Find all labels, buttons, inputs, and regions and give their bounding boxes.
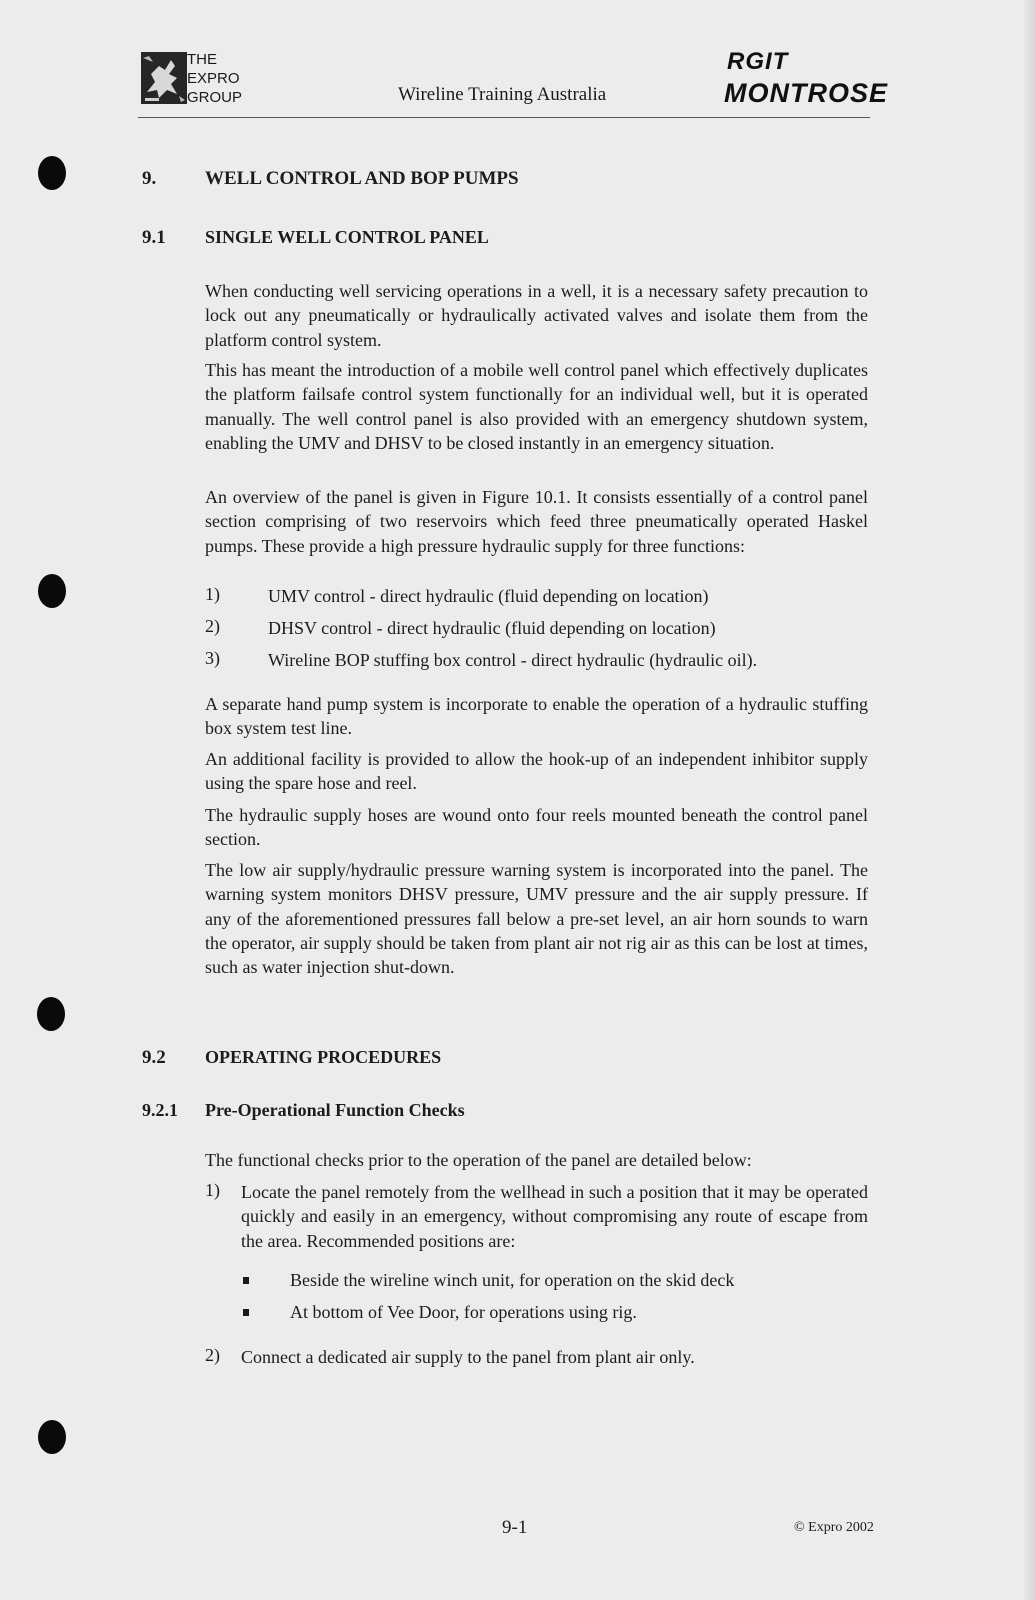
- subsection-number: 9.2: [142, 1047, 166, 1068]
- step-text: Connect a dedicated air supply to the panel from plant air only.: [241, 1347, 695, 1367]
- logo-line-the: THE: [187, 51, 217, 68]
- subsection-title: SINGLE WELL CONTROL PANEL: [205, 227, 489, 247]
- step-number: 2): [205, 1345, 220, 1365]
- logo-line-group: GROUP: [187, 89, 243, 106]
- bullet-icon: [243, 1309, 249, 1316]
- list-number: 2): [205, 616, 220, 636]
- step-text: Locate the panel remotely from the wellhead in such a position that it may be operated quickly and easily in an emergency, without compromising any route of escape from the area. Recommended positions are:: [241, 1182, 868, 1251]
- section-title: WELL CONTROL AND BOP PUMPS: [205, 168, 519, 189]
- bullet-item: Beside the wireline winch unit, for operation on the skid deck: [290, 1270, 735, 1290]
- brand-montrose: MONTROSE: [724, 78, 889, 108]
- binder-hole: [38, 156, 66, 190]
- scan-edge: [1023, 0, 1035, 1600]
- subsubsection-number: 9.2.1: [142, 1100, 178, 1120]
- list-number: 1): [205, 584, 220, 604]
- logo-line-expro: EXPRO: [187, 70, 240, 87]
- step-number: 1): [205, 1180, 220, 1200]
- list-item: UMV control - direct hydraulic (fluid depending on location): [268, 586, 709, 606]
- bullet-item: At bottom of Vee Door, for operations using rig.: [290, 1302, 637, 1322]
- expro-group-label: [187, 50, 242, 107]
- paragraph: An overview of the panel is given in Figure 10.1. It consists essentially of a control panel section comprising of two reservoirs which feed three pneumatically operated Haskel pumps. These provide a high pressure hydraulic supply for three functions:: [205, 487, 868, 556]
- paragraph: This has meant the introduction of a mobile well control panel which effectively duplicates the platform failsafe control system functionally for an individual well, but it is operated manually. The well control panel is also provided with an emergency shutdown system, enabling the UMV and DHSV to be closed instantly in an emergency situation.: [205, 360, 868, 453]
- section-number: 9.: [142, 168, 157, 189]
- page-number: 9-1: [502, 1517, 528, 1538]
- copyright-notice: © Expro 2002: [794, 1520, 874, 1535]
- binder-hole: [38, 1420, 66, 1454]
- subsection-number: 9.1: [142, 227, 166, 248]
- paragraph: An additional facility is provided to allow the hook-up of an independent inhibitor supply using the spare hose and reel.: [205, 749, 868, 794]
- subsubsection-title: Pre-Operational Function Checks: [205, 1100, 465, 1120]
- brand-rgit: RGIT: [727, 48, 789, 75]
- list-item: DHSV control - direct hydraulic (fluid depending on location): [268, 618, 716, 638]
- bullet-icon: [243, 1277, 249, 1284]
- paragraph: The functional checks prior to the operation of the panel are detailed below:: [205, 1150, 752, 1170]
- binder-hole: [37, 997, 65, 1031]
- list-item: Wireline BOP stuffing box control - direct hydraulic (hydraulic oil).: [268, 650, 758, 670]
- paragraph: A separate hand pump system is incorporate to enable the operation of a hydraulic stuffing box system test line.: [205, 694, 868, 739]
- header-title: Wireline Training Australia: [398, 84, 607, 105]
- binder-hole: [38, 574, 66, 608]
- paragraph: The low air supply/hydraulic pressure warning system is incorporated into the panel. The warning system monitors DHSV pressure, UMV pressure and the air supply pressure. If any of the aforementioned pressures fall below a pre-set level, an air horn sounds to warn the operator, air supply should be taken from plant air not rig air as this can be lost at times, such as water injection shut-down.: [205, 860, 868, 978]
- expro-logo-icon: [141, 52, 187, 104]
- header-divider: [138, 117, 870, 118]
- paragraph: When conducting well servicing operations in a well, it is a necessary safety precaution to lock out any pneumatically or hydraulically activated valves and isolate them from the platform control system.: [205, 281, 868, 350]
- paragraph: The hydraulic supply hoses are wound onto four reels mounted beneath the control panel section.: [205, 805, 868, 850]
- subsection-title: OPERATING PROCEDURES: [205, 1047, 442, 1067]
- list-number: 3): [205, 648, 220, 668]
